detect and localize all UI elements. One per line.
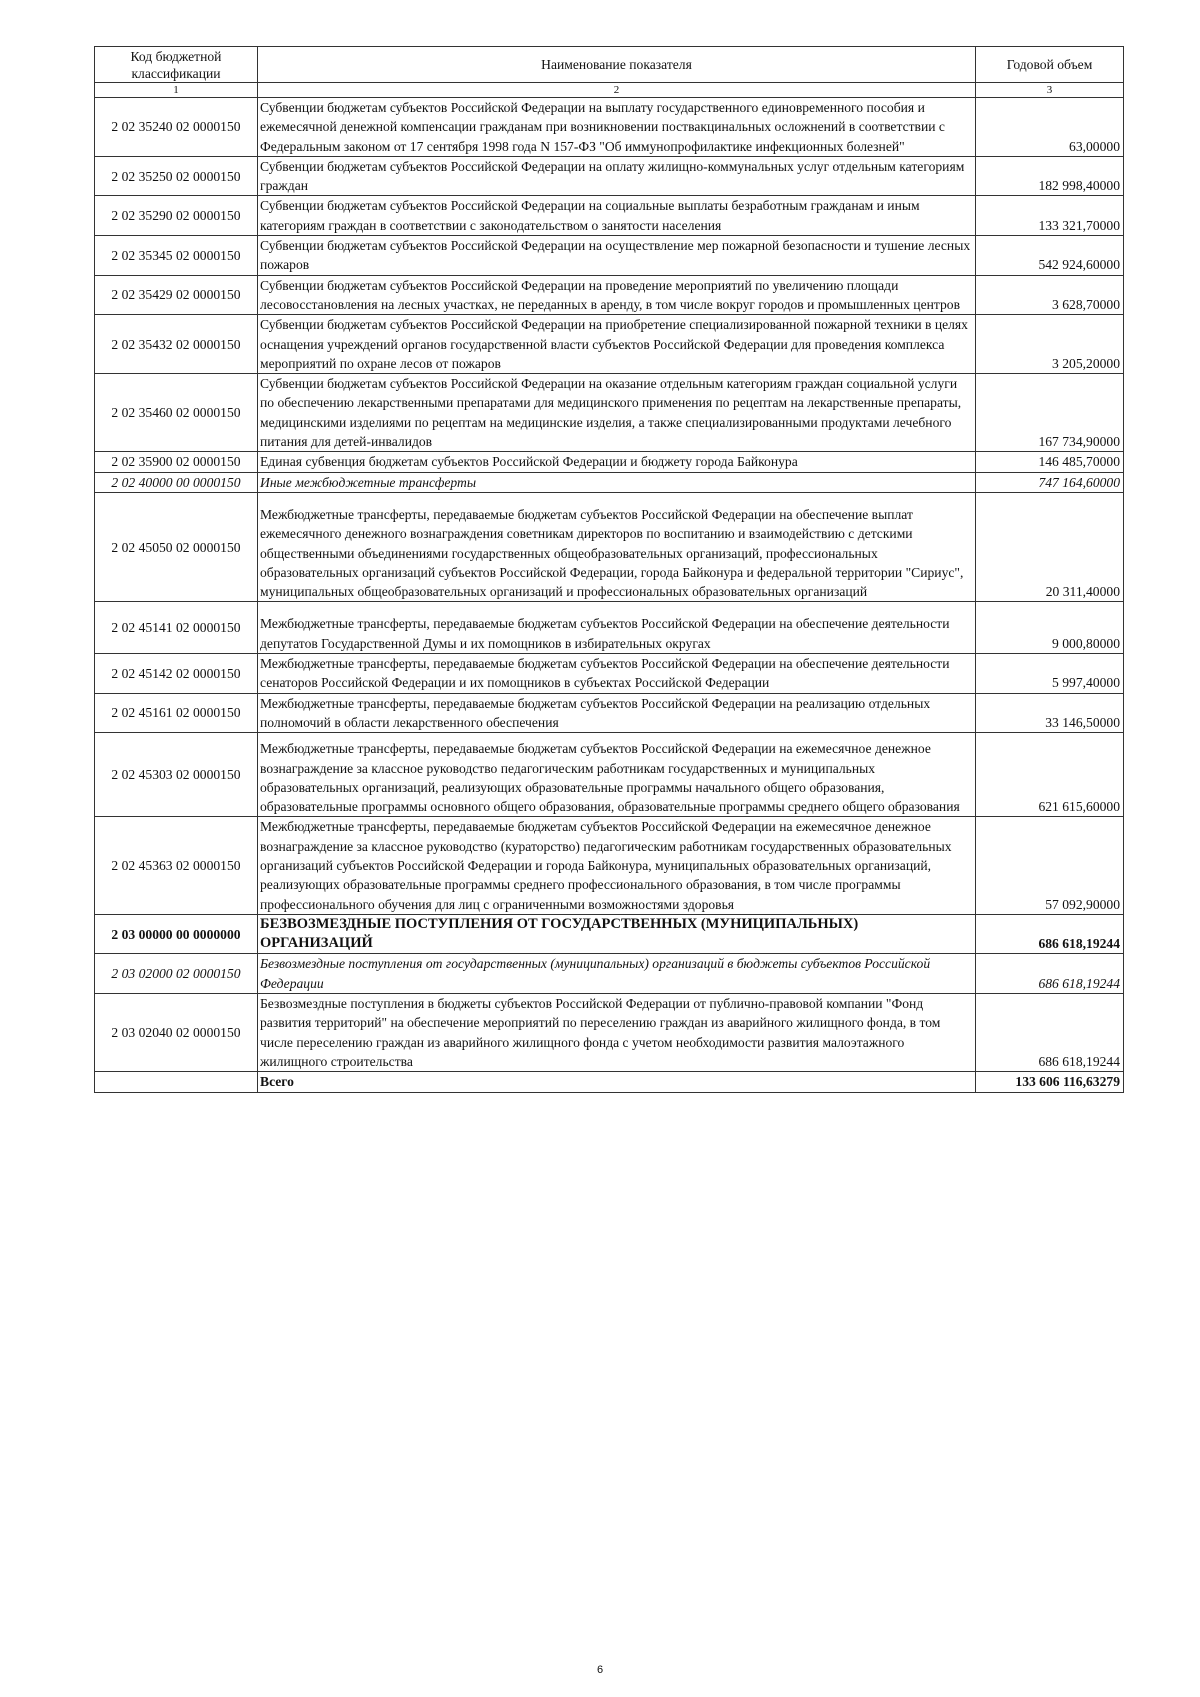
row-amount: 686 618,19244 (976, 954, 1124, 994)
row-code: 2 03 00000 00 0000000 (95, 914, 258, 954)
table-row (95, 275, 1124, 315)
row-amount: 33 146,50000 (976, 693, 1124, 733)
total-row (95, 1072, 1124, 1092)
table-row (95, 374, 1124, 452)
header-name: Наименование показателя (258, 47, 976, 83)
row-name: Межбюджетные трансферты, передаваемые бюджетам субъектов Российской Федерации на ежемесячное денежное вознаграждение за классное руководство (кураторство) педагогическим работникам государственных образовательных организаций субъектов Российской Федерации и города Байконура, муниципальных образовательных организаций, реализующих образовательные программы среднего профессионального образования, в том числе программы профессионального обучения для лиц с ограниченными возможностями здоровья (258, 817, 976, 914)
row-code: 2 02 35900 02 0000150 (95, 452, 258, 472)
row-amount: 686 618,19244 (976, 914, 1124, 954)
row-name: Субвенции бюджетам субъектов Российской Федерации на осуществление мер пожарной безопасности и тушение лесных пожаров (258, 236, 976, 276)
table-row (95, 236, 1124, 276)
row-name: Межбюджетные трансферты, передаваемые бюджетам субъектов Российской Федерации на обеспечение деятельности сенаторов Российской Федерации и их помощников в субъектах Российской Федерации (258, 654, 976, 694)
table-row (95, 654, 1124, 694)
row-amount: 3 205,20000 (976, 315, 1124, 374)
table-row (95, 156, 1124, 196)
row-code: 2 02 35240 02 0000150 (95, 98, 258, 157)
table-row-subtotal (95, 472, 1124, 492)
row-code: 2 02 35460 02 0000150 (95, 374, 258, 452)
row-code: 2 03 02000 02 0000150 (95, 954, 258, 994)
row-amount: 3 628,70000 (976, 275, 1124, 315)
table-row (95, 492, 1124, 601)
row-name: Межбюджетные трансферты, передаваемые бюджетам субъектов Российской Федерации на реализацию отдельных полномочий в области лекарственного обеспечения (258, 693, 976, 733)
table-row (95, 994, 1124, 1072)
row-amount: 747 164,60000 (976, 472, 1124, 492)
row-name: Субвенции бюджетам субъектов Российской Федерации на выплату государственного единовременного пособия и ежемесячной денежной компенсации гражданам при возникновении поствакцинальных осложнений в соответствии с Федеральным законом от 17 сентября 1998 года N 157-ФЗ "Об иммунопрофилактике инфекционных болезней" (258, 98, 976, 157)
column-number-3: 3 (976, 83, 1124, 98)
row-amount: 621 615,60000 (976, 733, 1124, 817)
row-code: 2 02 40000 00 0000150 (95, 472, 258, 492)
row-name: Межбюджетные трансферты, передаваемые бюджетам субъектов Российской Федерации на ежемесячное денежное вознаграждение за классное руководство педагогическим работникам государственных и муниципальных образовательных организаций, реализующих образовательные программы начального общего образования, образовательные программы основного общего образования, образовательные программы среднего общего образования (258, 733, 976, 817)
table-row (95, 452, 1124, 472)
table-row-subtotal (95, 954, 1124, 994)
row-amount: 5 997,40000 (976, 654, 1124, 694)
header-amount: Годовой объем (976, 47, 1124, 83)
row-name: Межбюджетные трансферты, передаваемые бюджетам субъектов Российской Федерации на обеспечение деятельности депутатов Государственной Думы и их помощников в избирательных округах (258, 602, 976, 654)
row-amount: 167 734,90000 (976, 374, 1124, 452)
budget-table (94, 46, 1124, 1093)
row-name: Иные межбюджетные трансферты (258, 472, 976, 492)
row-amount: 63,00000 (976, 98, 1124, 157)
total-label: Всего (258, 1072, 976, 1092)
row-code: 2 02 35429 02 0000150 (95, 275, 258, 315)
row-name: Межбюджетные трансферты, передаваемые бюджетам субъектов Российской Федерации на обеспечение выплат ежемесячного денежного вознаграждения советникам директоров по воспитанию и взаимодействию с детскими общественными объединениями государственных общеобразовательных организаций, профессиональных образовательных организаций субъектов Российской Федерации, города Байконура и федеральной территории "Сириус", муниципальных общеобразовательных организаций и профессиональных образовательных организаций (258, 492, 976, 601)
column-number-2: 2 (258, 83, 976, 98)
total-code-cell (95, 1072, 258, 1092)
row-code: 2 02 35290 02 0000150 (95, 196, 258, 236)
row-name: Субвенции бюджетам субъектов Российской Федерации на приобретение специализированной пожарной техники в целях оснащения учреждений органов государственной власти субъектов Российской Федерации для проведения комплекса мероприятий по охране лесов от пожаров (258, 315, 976, 374)
row-amount: 9 000,80000 (976, 602, 1124, 654)
total-amount: 133 606 116,63279 (976, 1072, 1124, 1092)
row-code: 2 02 45050 02 0000150 (95, 492, 258, 601)
row-name: Субвенции бюджетам субъектов Российской Федерации на оплату жилищно-коммунальных услуг отдельным категориям граждан (258, 156, 976, 196)
table-row (95, 602, 1124, 654)
column-number-row (95, 83, 1124, 98)
row-code: 2 03 02040 02 0000150 (95, 994, 258, 1072)
row-code: 2 02 35432 02 0000150 (95, 315, 258, 374)
row-amount: 686 618,19244 (976, 994, 1124, 1072)
table-row (95, 733, 1124, 817)
row-name: Субвенции бюджетам субъектов Российской Федерации на оказание отдельным категориям граждан социальной услуги по обеспечению лекарственными препаратами для медицинского применения по рецептам на лекарственные препараты, медицинскими изделиями по рецептам на медицинские изделия, а также специализированными продуктами лечебного питания для детей-инвалидов (258, 374, 976, 452)
row-code: 2 02 45161 02 0000150 (95, 693, 258, 733)
row-name: Субвенции бюджетам субъектов Российской Федерации на социальные выплаты безработным гражданам и иным категориям граждан в соответствии с законодательством о занятости населения (258, 196, 976, 236)
row-code: 2 02 45142 02 0000150 (95, 654, 258, 694)
table-row-section (95, 914, 1124, 954)
row-amount: 57 092,90000 (976, 817, 1124, 914)
row-code: 2 02 35250 02 0000150 (95, 156, 258, 196)
table-row (95, 98, 1124, 157)
table-row (95, 693, 1124, 733)
row-code: 2 02 45141 02 0000150 (95, 602, 258, 654)
row-amount: 146 485,70000 (976, 452, 1124, 472)
row-name: Единая субвенция бюджетам субъектов Российской Федерации и бюджету города Байконура (258, 452, 976, 472)
row-name: Безвозмездные поступления в бюджеты субъектов Российской Федерации от публично-правовой компании "Фонд развития территорий" на обеспечение мероприятий по переселению граждан из аварийного жилищного фонда, в том числе переселению граждан из аварийного жилищного фонда с учетом необходимости развития малоэтажного жилищного строительства (258, 994, 976, 1072)
row-name: Безвозмездные поступления от государственных (муниципальных) организаций в бюджеты субъектов Российской Федерации (258, 954, 976, 994)
row-code: 2 02 35345 02 0000150 (95, 236, 258, 276)
table-row (95, 817, 1124, 914)
column-number-1: 1 (95, 83, 258, 98)
row-code: 2 02 45303 02 0000150 (95, 733, 258, 817)
row-name: БЕЗВОЗМЕЗДНЫЕ ПОСТУПЛЕНИЯ ОТ ГОСУДАРСТВЕННЫХ (МУНИЦИПАЛЬНЫХ) ОРГАНИЗАЦИЙ (258, 914, 976, 954)
page-number: 6 (596, 1664, 604, 1676)
row-amount: 20 311,40000 (976, 492, 1124, 601)
table-row (95, 315, 1124, 374)
row-amount: 182 998,40000 (976, 156, 1124, 196)
table-row (95, 196, 1124, 236)
row-amount: 133 321,70000 (976, 196, 1124, 236)
row-name: Субвенции бюджетам субъектов Российской Федерации на проведение мероприятий по увеличению площади лесовосстановления на лесных участках, не переданных в аренду, в том числе вокруг городов и промышленных центров (258, 275, 976, 315)
row-code: 2 02 45363 02 0000150 (95, 817, 258, 914)
header-row (95, 47, 1124, 83)
row-amount: 542 924,60000 (976, 236, 1124, 276)
header-code: Код бюджетной классификации (95, 47, 258, 83)
